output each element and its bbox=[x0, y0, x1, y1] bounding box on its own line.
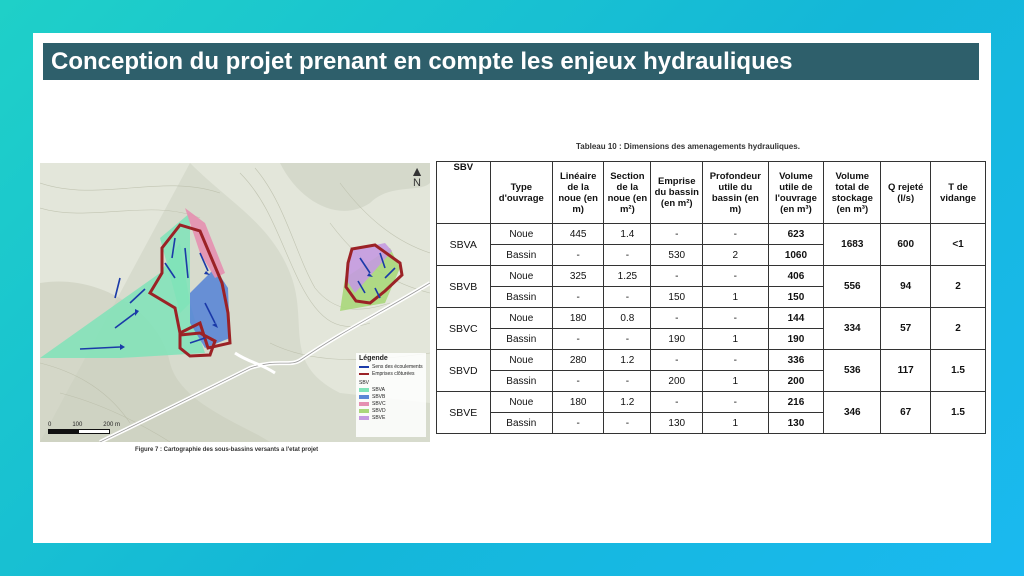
north-arrow: ▲ N bbox=[410, 163, 424, 189]
table-caption: Tableau 10 : Dimensions des amenagements hydrauliques. bbox=[576, 142, 800, 151]
table-cell: - bbox=[604, 287, 651, 308]
table-row bbox=[437, 308, 986, 329]
table-cell: 1.5 bbox=[931, 350, 986, 392]
column-header: Type d'ouvrage bbox=[490, 162, 552, 224]
table-cell: Bassin bbox=[490, 329, 552, 350]
map-legend bbox=[356, 353, 426, 437]
table-cell: 1 bbox=[703, 413, 769, 434]
legend-item-sbva: SBVA bbox=[359, 387, 423, 393]
table-cell: 530 bbox=[651, 245, 703, 266]
table-cell: 556 bbox=[824, 266, 881, 308]
column-header: T de vidange bbox=[931, 162, 986, 224]
table-cell: SBVE bbox=[437, 392, 491, 434]
table-cell: - bbox=[604, 245, 651, 266]
table-cell: - bbox=[604, 413, 651, 434]
dimensions-table bbox=[436, 161, 986, 434]
table-header-row bbox=[437, 162, 986, 224]
legend-item-sbvd: SBVD bbox=[359, 408, 423, 414]
table-cell: 336 bbox=[768, 350, 824, 371]
table-cell: - bbox=[604, 329, 651, 350]
table-cell: SBVD bbox=[437, 350, 491, 392]
column-header: Emprise du bassin (en m²) bbox=[651, 162, 703, 224]
table-cell: 57 bbox=[881, 308, 931, 350]
table-cell: 1.5 bbox=[931, 392, 986, 434]
table-cell: - bbox=[553, 245, 604, 266]
table-cell: Bassin bbox=[490, 287, 552, 308]
table-cell: 2 bbox=[931, 308, 986, 350]
table-cell: 1683 bbox=[824, 224, 881, 266]
column-header: Q rejeté (l/s) bbox=[881, 162, 931, 224]
table-cell: 94 bbox=[881, 266, 931, 308]
table-cell: 1.25 bbox=[604, 266, 651, 287]
table-cell: 216 bbox=[768, 392, 824, 413]
table-cell: 280 bbox=[553, 350, 604, 371]
legend-fence: Emprises clôturées bbox=[359, 371, 423, 377]
table-cell: 1 bbox=[703, 287, 769, 308]
column-header: SBV bbox=[437, 162, 491, 224]
table-cell: 623 bbox=[768, 224, 824, 245]
table-cell: Bassin bbox=[490, 413, 552, 434]
table-row bbox=[437, 350, 986, 371]
table-cell: 130 bbox=[651, 413, 703, 434]
table-cell: - bbox=[651, 392, 703, 413]
table-cell: - bbox=[651, 350, 703, 371]
slide bbox=[33, 33, 991, 543]
table-cell: 0.8 bbox=[604, 308, 651, 329]
table-cell: Bassin bbox=[490, 245, 552, 266]
table-cell: - bbox=[651, 224, 703, 245]
table-cell: 2 bbox=[703, 245, 769, 266]
table-cell: 150 bbox=[768, 287, 824, 308]
table-cell: Noue bbox=[490, 350, 552, 371]
table-cell: 1.2 bbox=[604, 392, 651, 413]
table-cell: - bbox=[703, 350, 769, 371]
table-cell: 200 bbox=[768, 371, 824, 392]
column-header: Volume utile de l'ouvrage (en m³) bbox=[768, 162, 824, 224]
figure-caption: Figure 7 : Cartographie des sous-bassins versants a l'etat projet bbox=[135, 447, 319, 453]
table-cell: - bbox=[703, 392, 769, 413]
table-cell: SBVA bbox=[437, 224, 491, 266]
table-cell: Noue bbox=[490, 224, 552, 245]
table-cell: 2 bbox=[931, 266, 986, 308]
table-cell: - bbox=[703, 224, 769, 245]
table-cell: - bbox=[553, 329, 604, 350]
table-cell: SBVB bbox=[437, 266, 491, 308]
table-cell: - bbox=[703, 308, 769, 329]
legend-item-sbvb: SBVB bbox=[359, 394, 423, 400]
table-cell: 190 bbox=[768, 329, 824, 350]
table-cell: 346 bbox=[824, 392, 881, 434]
column-header: Linéaire de la noue (en m) bbox=[553, 162, 604, 224]
table-cell: 1.4 bbox=[604, 224, 651, 245]
table-cell: SBVC bbox=[437, 308, 491, 350]
table-cell: 150 bbox=[651, 287, 703, 308]
table-cell: 1060 bbox=[768, 245, 824, 266]
table-cell: 325 bbox=[553, 266, 604, 287]
table-cell: 117 bbox=[881, 350, 931, 392]
column-header: Section de la noue (en m²) bbox=[604, 162, 651, 224]
table-cell: 130 bbox=[768, 413, 824, 434]
table-cell: 1 bbox=[703, 371, 769, 392]
table-cell: 600 bbox=[881, 224, 931, 266]
table-cell: Noue bbox=[490, 392, 552, 413]
table-cell: 445 bbox=[553, 224, 604, 245]
table-cell: 1.2 bbox=[604, 350, 651, 371]
table-cell: <1 bbox=[931, 224, 986, 266]
table-cell: 200 bbox=[651, 371, 703, 392]
table-cell: 1 bbox=[703, 329, 769, 350]
table-cell: Bassin bbox=[490, 371, 552, 392]
column-header: Profondeur utile du bassin (en m) bbox=[703, 162, 769, 224]
table-cell: Noue bbox=[490, 308, 552, 329]
legend-item-sbve: SBVE bbox=[359, 415, 423, 421]
table-cell: Noue bbox=[490, 266, 552, 287]
table-cell: - bbox=[553, 371, 604, 392]
table-cell: 144 bbox=[768, 308, 824, 329]
table-cell: - bbox=[604, 371, 651, 392]
table-row bbox=[437, 224, 986, 245]
table-cell: 190 bbox=[651, 329, 703, 350]
table-cell: 406 bbox=[768, 266, 824, 287]
column-header: Volume total de stockage (en m³) bbox=[824, 162, 881, 224]
table-row bbox=[437, 392, 986, 413]
table-cell: - bbox=[651, 266, 703, 287]
table-cell: 67 bbox=[881, 392, 931, 434]
legend-sbv-title: SBV bbox=[359, 380, 370, 386]
table-row bbox=[437, 266, 986, 287]
project-map bbox=[40, 163, 430, 442]
table-cell: 536 bbox=[824, 350, 881, 392]
table-cell: 334 bbox=[824, 308, 881, 350]
table-cell: 180 bbox=[553, 392, 604, 413]
table-cell: - bbox=[553, 287, 604, 308]
legend-item-sbvc: SBVC bbox=[359, 401, 423, 407]
legend-flow: Sens des écoulements bbox=[359, 364, 423, 370]
table-cell: 180 bbox=[553, 308, 604, 329]
table-cell: - bbox=[553, 413, 604, 434]
slide-title: Conception du projet prenant en compte les enjeux hydrauliques bbox=[43, 43, 979, 80]
table-cell: - bbox=[651, 308, 703, 329]
legend-title: Légende bbox=[359, 355, 388, 362]
table-cell: - bbox=[703, 266, 769, 287]
scale-bar: 0 100 200 m bbox=[48, 422, 120, 434]
